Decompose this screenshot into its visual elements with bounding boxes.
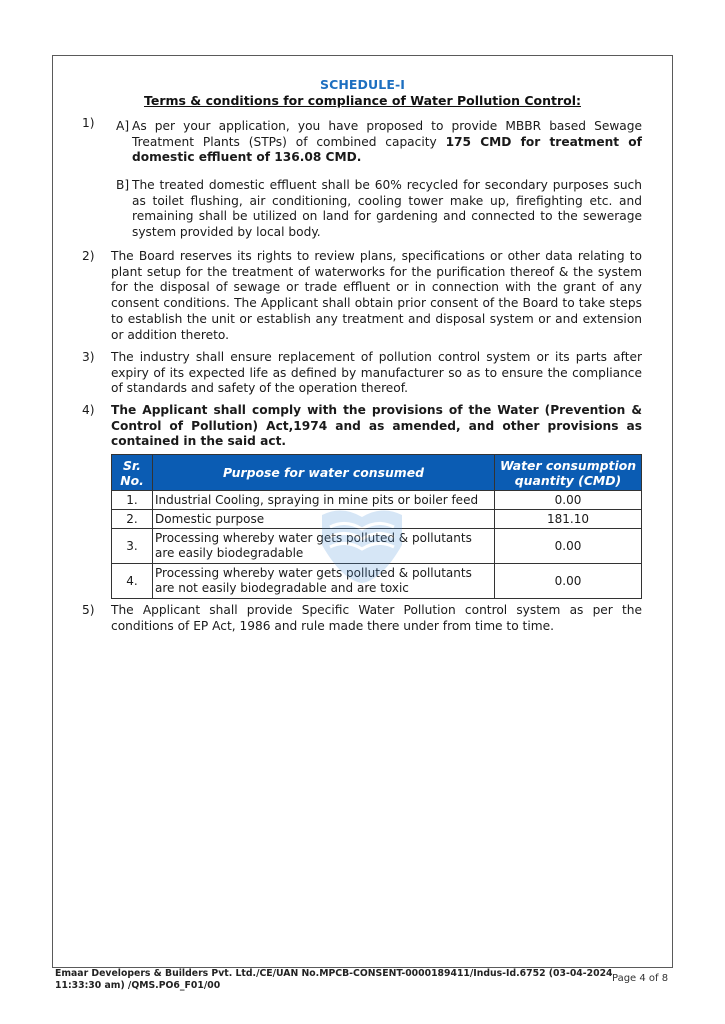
row-purpose: Processing whereby water gets polluted & pollutants are easily biodegradable xyxy=(153,529,495,564)
header-sr-no: Sr. No. xyxy=(112,455,153,491)
schedule-subtitle: Terms & conditions for compliance of Water Pollution Control: xyxy=(143,93,581,108)
footer-line-2: 11:33:30 am) /QMS.PO6_F01/00 xyxy=(55,980,221,991)
condition-1a-text: As per your application, you have proposed to provide MBBR based Sewage Treatment Plants (STPs) of combined capacity 175 CMD for treatment of domestic effluent of 136.08 CMD. xyxy=(132,119,642,165)
condition-4-text: The Applicant shall comply with the provisions of the Water (Prevention & Control of Pollution) Act,1974 and as amended, and other provisions as contained in the said act. xyxy=(111,403,642,449)
row-quantity: 0.00 xyxy=(495,564,642,599)
footer-reference xyxy=(55,968,615,992)
schedule-title: SCHEDULE-I xyxy=(319,77,406,92)
header-purpose: Purpose for water consumed xyxy=(153,455,495,491)
page-number: Page 4 of 8 xyxy=(612,973,669,984)
table-row xyxy=(112,510,642,529)
table-row xyxy=(112,491,642,510)
row-purpose: Processing whereby water gets polluted & pollutants are not easily biodegradable and are toxic xyxy=(153,564,495,599)
row-purpose: Industrial Cooling, spraying in mine pits or boiler feed xyxy=(153,491,495,510)
condition-1a-label: A] xyxy=(116,119,130,133)
row-quantity: 0.00 xyxy=(495,491,642,510)
footer-line-1: Emaar Developers & Builders Pvt. Ltd./CE/UAN No.MPCB-CONSENT-0000189411/Indus-Id.6752 (03-04-2024 xyxy=(55,968,613,979)
condition-1a-bold: 175 CMD for treatment of domestic effluent of 136.08 CMD. xyxy=(132,134,642,165)
row-sr: 2. xyxy=(112,510,153,529)
row-quantity: 181.10 xyxy=(495,510,642,529)
water-consumption-table xyxy=(111,454,642,599)
condition-1b-label: B] xyxy=(116,178,130,192)
condition-2-text: The Board reserves its rights to review plans, specifications or other data relating to plant setup for the treatment of waterworks for the purification thereof & the system for the disposal of sewage or trade effluent or in connection with the grant of any consent conditions. The Applicant shall obtain prior consent of the Board to take steps to establish the unit or establish any treatment and disposal system or and extension or addition thereto. xyxy=(111,249,642,342)
row-sr: 4. xyxy=(112,564,153,599)
row-sr: 1. xyxy=(112,491,153,510)
condition-1b-text: The treated domestic effluent shall be 60% recycled for secondary purposes such as toilet flushing, air conditioning, cooling tower make up, firefighting etc. and remaining shall be utilized on land for gardening and connected to the sewerage system provided by local body. xyxy=(132,178,642,240)
row-quantity: 0.00 xyxy=(495,529,642,564)
row-purpose: Domestic purpose xyxy=(153,510,495,529)
condition-1-number: 1) xyxy=(82,116,95,130)
condition-4-number: 4) xyxy=(82,403,95,417)
condition-5-text: The Applicant shall provide Specific Water Pollution control system as per the conditions of EP Act, 1986 and rule made there under from time to time. xyxy=(111,603,642,633)
row-sr: 3. xyxy=(112,529,153,564)
header-quantity: Water consumption quantity (CMD) xyxy=(495,455,642,491)
condition-3-number: 3) xyxy=(82,350,95,364)
condition-3-text: The industry shall ensure replacement of pollution control system or its parts after expiry of its expected life as defined by manufacturer so as to ensure the compliance of standards and safety of the operation thereof. xyxy=(111,350,642,396)
table-row xyxy=(112,564,642,599)
table-header-row xyxy=(112,455,642,491)
condition-2-number: 2) xyxy=(82,249,95,263)
table-row xyxy=(112,529,642,564)
condition-5-number: 5) xyxy=(82,603,95,617)
